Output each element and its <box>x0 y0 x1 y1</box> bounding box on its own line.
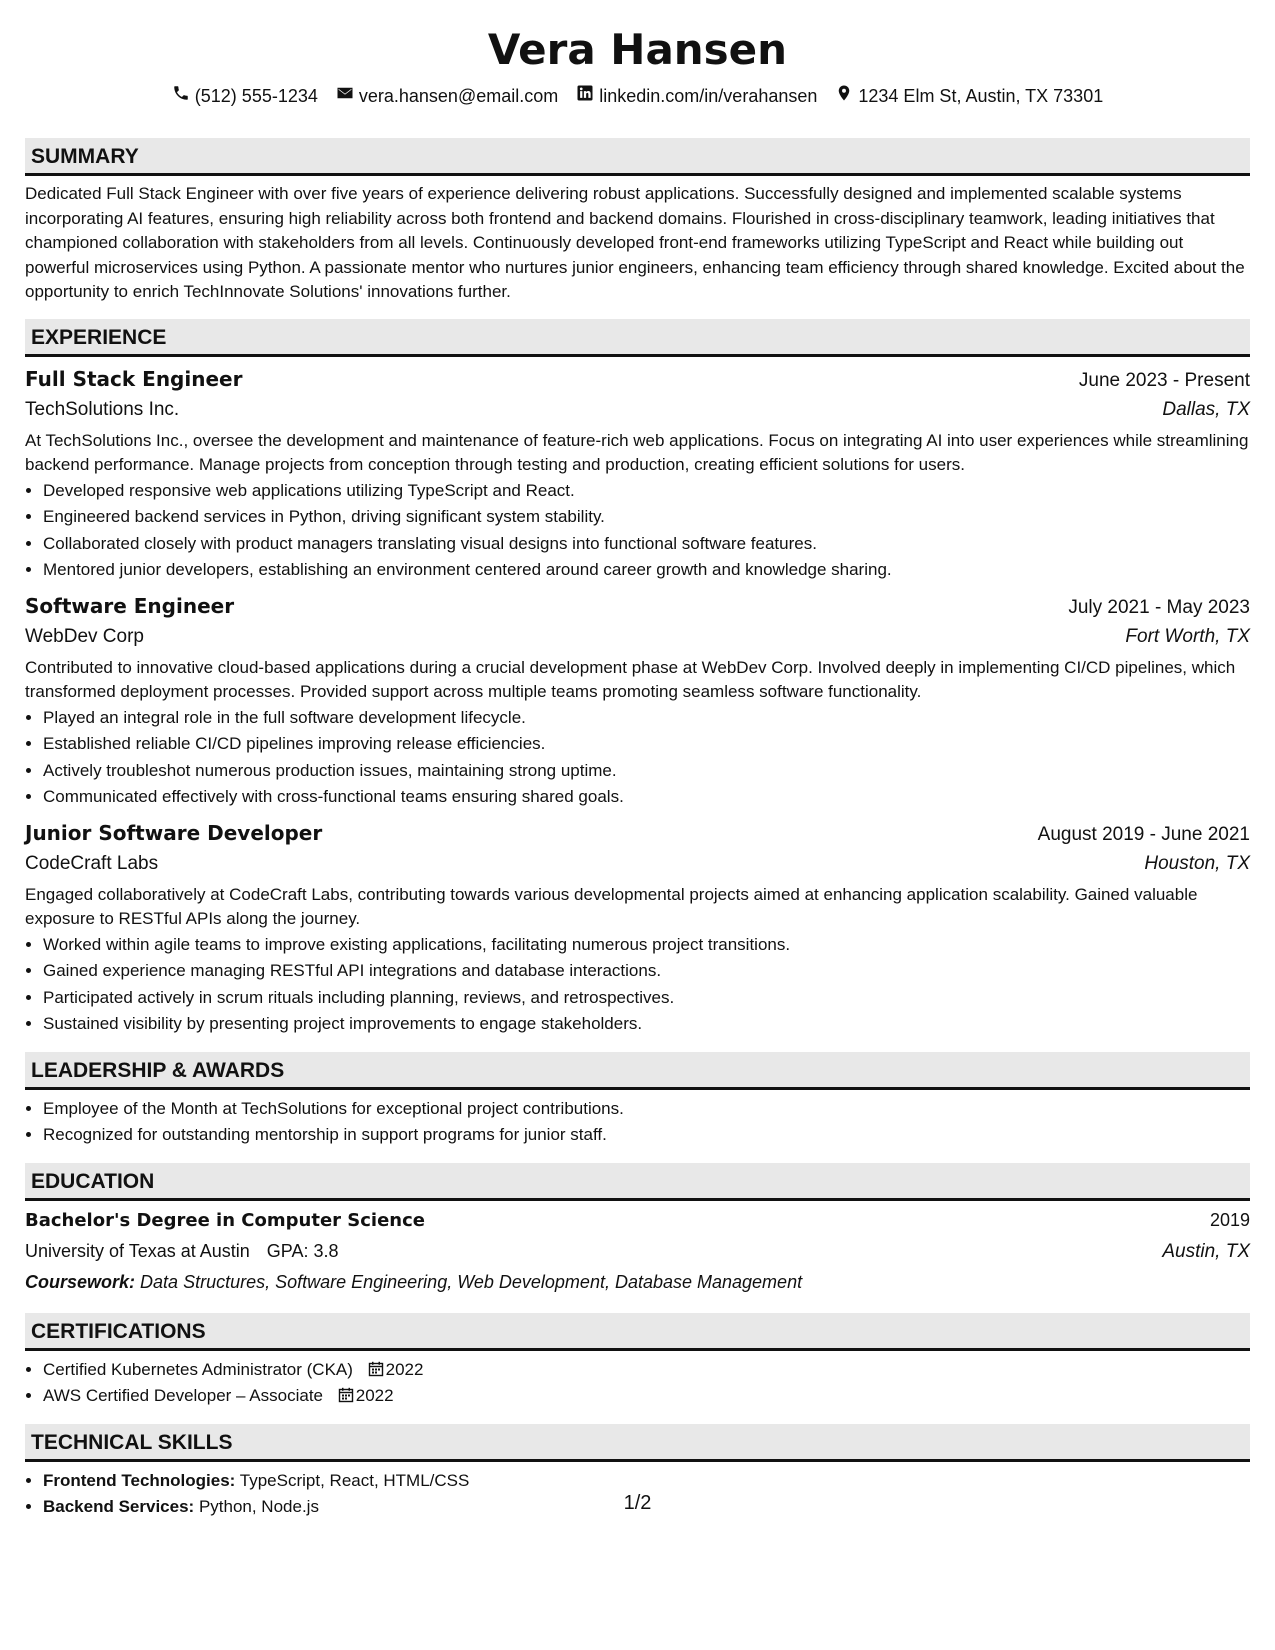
linkedin-link[interactable]: linkedin.com/in/verahansen <box>599 86 818 106</box>
skill-value: TypeScript, React, HTML/CSS <box>239 1470 470 1490</box>
list-item: • Established reliable CI/CD pipelines improving release efficiencies. <box>43 731 1250 758</box>
leadership-list <box>25 1096 1250 1149</box>
skill-value: Python, Node.js <box>198 1497 319 1516</box>
contact-address <box>835 84 1103 108</box>
job-dates: August 2019 - June 2021 <box>1037 823 1250 845</box>
cert-year: 2022 <box>385 1359 424 1379</box>
list-item: • Participated actively in scrum rituals including planning, reviews, and retrospectives. <box>43 985 1250 1012</box>
list-item: • Engineered backend services in Python, driving significant system stability. <box>43 504 1250 531</box>
section-heading: SUMMARY <box>25 138 1250 176</box>
company-name: WebDev Corp <box>25 625 144 647</box>
job-entry <box>25 365 1250 584</box>
page-number: 1/2 <box>623 1492 652 1514</box>
list-item <box>43 1357 1250 1384</box>
job-description: Contributed to innovative cloud-based applications during a crucial development phase at WebDev Corp. Involved deeply in implementing CI/CD pipelines, which transformed deployment processes. Provided support across multiple teams promoting seamless software functionality. <box>25 657 1236 701</box>
company-name: TechSolutions Inc. <box>25 398 180 420</box>
job-dates: July 2021 - May 2023 <box>1068 596 1250 618</box>
contact-linkedin[interactable] <box>576 84 817 108</box>
linkedin-icon <box>576 84 594 108</box>
email-link[interactable]: vera.hansen@email.com <box>358 86 559 106</box>
list-item: • Employee of the Month at TechSolutions for exceptional project contributions. <box>43 1096 1250 1123</box>
coursework-label: Coursework: <box>25 1271 136 1292</box>
summary-section <box>25 138 1250 305</box>
section-heading: CERTIFICATIONS <box>25 1313 1250 1351</box>
certifications-list <box>25 1357 1250 1410</box>
job-location: Houston, TX <box>1144 852 1250 874</box>
skill-label: Frontend Technologies: <box>43 1470 236 1490</box>
calendar-icon <box>368 1359 384 1375</box>
experience-section <box>25 319 1250 1038</box>
job-location: Fort Worth, TX <box>1125 625 1250 647</box>
job-bullets <box>25 478 1250 584</box>
degree-title: Bachelor's Degree in Computer Science <box>25 1209 425 1231</box>
job-bullets <box>25 705 1250 811</box>
skill-label: Backend Services: <box>43 1497 195 1516</box>
list-item: • Gained experience managing RESTful API integrations and database interactions. <box>43 958 1250 985</box>
list-item: • Collaborated closely with product managers translating visual designs into functional software features. <box>43 531 1250 558</box>
list-item <box>43 1383 1250 1410</box>
contact-phone <box>172 84 318 108</box>
coursework <box>25 1267 1250 1297</box>
job-dates: June 2023 - Present <box>1078 369 1250 391</box>
list-item: • Developed responsive web applications utilizing TypeScript and React. <box>43 478 1250 505</box>
leadership-section <box>25 1052 1250 1149</box>
list-item: • Mentored junior developers, establishing an environment centered around career growth and knowledge sharing. <box>43 557 1250 584</box>
job-title: Junior Software Developer <box>25 820 323 845</box>
summary-text: Dedicated Full Stack Engineer with over five years of experience delivering robust applications. Successfully designed and implemented scalable systems incorporating AI features, ensuring high reliability across both frontend and backend domains. Flourished in cross-disciplinary teamwork, leading initiatives that championed collaboration with stakeholders from all levels. Continuously developed front-end frameworks utilizing TypeScript and React while building out powerful microservices using Python. A passionate mentor who nurtures junior engineers, enhancing team efficiency through shared knowledge. Excited about the opportunity to enrich TechInnovate Solutions' innovations further. <box>25 184 1245 301</box>
envelope-icon <box>336 84 354 108</box>
section-heading: TECHNICAL SKILLS <box>25 1424 1250 1462</box>
candidate-name: Vera Hansen <box>487 25 788 74</box>
list-item: • Worked within agile teams to improve existing applications, facilitating numerous project transitions. <box>43 932 1250 959</box>
school-line <box>25 1236 339 1266</box>
resume-page <box>25 0 1250 1521</box>
list-item: • Recognized for outstanding mentorship in support programs for junior staff. <box>43 1122 1250 1149</box>
graduation-year: 2019 <box>1209 1209 1250 1230</box>
job-title: Full Stack Engineer <box>25 366 243 391</box>
contact-email[interactable] <box>336 84 558 108</box>
cert-name: Certified Kubernetes Administrator (CKA) <box>43 1359 353 1379</box>
cert-name: AWS Certified Developer – Associate <box>43 1386 323 1405</box>
school-name: University of Texas at Austin <box>25 1240 250 1261</box>
map-pin-icon <box>835 84 853 108</box>
coursework-list: Data Structures, Software Engineering, Web Development, Database Management <box>140 1271 803 1292</box>
section-heading: EXPERIENCE <box>25 319 1250 357</box>
list-item <box>43 1468 1250 1495</box>
section-heading: EDUCATION <box>25 1163 1250 1201</box>
gpa: GPA: 3.8 <box>266 1240 339 1261</box>
calendar-icon <box>338 1385 354 1401</box>
certifications-section <box>25 1313 1250 1410</box>
job-title: Software Engineer <box>25 593 235 618</box>
list-item: • Played an integral role in the full software development lifecycle. <box>43 705 1250 732</box>
job-location: Dallas, TX <box>1162 398 1250 420</box>
cert-year: 2022 <box>355 1386 394 1405</box>
education-section <box>25 1163 1250 1297</box>
company-name: CodeCraft Labs <box>25 852 159 874</box>
job-bullets <box>25 932 1250 1038</box>
section-heading: LEADERSHIP & AWARDS <box>25 1052 1250 1090</box>
phone-icon <box>172 84 190 108</box>
job-entry <box>25 819 1250 1038</box>
school-location: Austin, TX <box>1162 1240 1250 1262</box>
list-item: • Communicated effectively with cross-functional teams ensuring shared goals. <box>43 784 1250 811</box>
list-item: • Sustained visibility by presenting project improvements to engage stakeholders. <box>43 1011 1250 1038</box>
contact-bar <box>25 84 1250 108</box>
job-description: Engaged collaboratively at CodeCraft Labs, contributing towards various developmental projects aimed at enhancing application scalability. Gained valuable exposure to RESTful APIs along the journey. <box>25 884 1198 928</box>
job-entry <box>25 592 1250 811</box>
address-text: 1234 Elm St, Austin, TX 73301 <box>858 86 1104 106</box>
list-item: • Actively troubleshot numerous production issues, maintaining strong uptime. <box>43 758 1250 785</box>
job-description: At TechSolutions Inc., oversee the development and maintenance of feature-rich web applications. Focus on integrating AI into user experiences while streamlining backend performance. Manage projects from conception through testing and production, creating efficient solutions for users. <box>25 430 1249 474</box>
phone-text: (512) 555-1234 <box>194 86 318 106</box>
